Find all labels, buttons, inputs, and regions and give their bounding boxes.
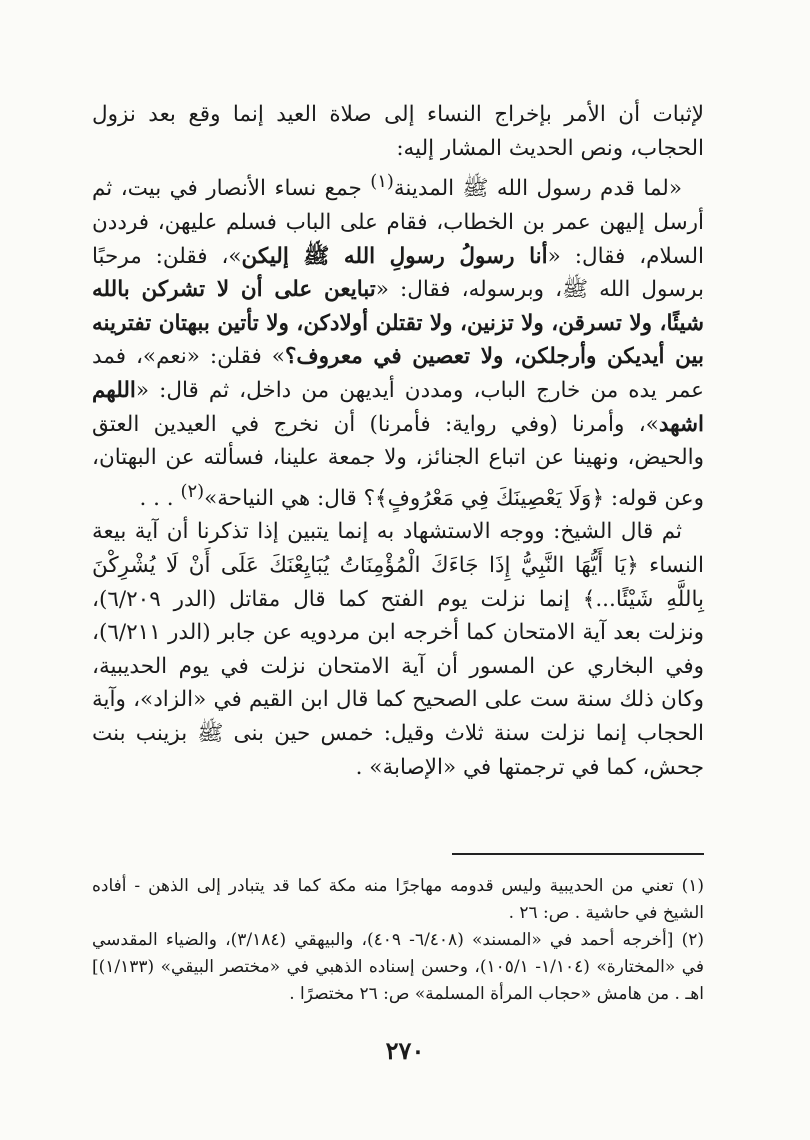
footnotes xyxy=(92,873,704,1008)
footnote-ref-2[interactable]: (٢) xyxy=(180,480,205,502)
hadith-text-3: » فقلن: «نعم»، فمد عمر يده من خارج الباب، ومددن أيديهن من داخل، ثم قال: « xyxy=(92,344,704,403)
hadith-text-4: »، وأمرنا (وفي رواية: فأمرنا) أن نخرج في العيدين العتق والحيض، ونهينا عن اتباع الجنائز، ولا جمعة علينا، فسألته عن البهتان، وعن قوله: ﴿وَلَا يَعْصِينَكَ فِي مَعْرُوفٍ﴾؟ قال: هي النياحة» xyxy=(92,411,704,511)
main-text xyxy=(92,98,704,784)
footnote-ref-1[interactable]: (١) xyxy=(370,171,394,193)
hadith-ellipsis: . . . xyxy=(139,485,181,511)
paragraph-commentary: ثم قال الشيخ: ووجه الاستشهاد به إنما يتبين إذا تذكرنا أن آية بيعة النساء ﴿يَا أَيُّهَا النَّبِيُّ إِذَا جَاءَكَ الْمُؤْمِنَاتُ يُبَايِعْنَكَ عَلَى أَنْ لَا يُشْرِكْنَ بِاللَّهِ شَيْئًا...﴾ إنما نزلت يوم الفتح كما قال مقاتل (الدر ٦/٢٠٩)، ونزلت بعد آية الامتحان كما أخرجه ابن مردويه عن جابر (الدر ٦/٢١١)، وفي البخاري عن المسور أن آية الامتحان نزلت في يوم الحديبية، وكان ذلك سنة ست على الصحيح كما قال ابن القيم في «الزاد»، وآية الحجاب إنما نزلت سنة ثلاث وقيل: خمس حين بنى ﷺ بزينب بنت جحش، كما في ترجمتها في «الإصابة» . xyxy=(92,519,704,780)
hadith-bold-2: تبايعن على أن لا تشركن بالله شيئًا، ولا تسرقن، ولا تزنين، ولا تقتلن أولادكن، ولا تأتين ببهتان تفترينه بين أيديكن وأرجلكن، ولا تعصين في معروف؟ xyxy=(92,277,704,370)
hadith-text-1: جمع نساء الأنصار في بيت، ثم أرسل إليهن عمر بن الخطاب، فقام على الباب فسلم عليهن، فرددن السلام، فقال: « xyxy=(92,176,704,269)
footnote-1: (١) تعني من الحديبية وليس قدومه مهاجرًا منه مكة كما قد يتبادر إلى الذهن - أفاده الشيخ في حاشية . ص: ٢٦ . xyxy=(92,876,704,923)
hadith-opening: «لما قدم رسول الله ﷺ المدينة xyxy=(393,176,682,202)
hadith-bold-1: أنا رسولُ رسولِ الله ﷺ إليكن xyxy=(241,243,548,269)
paragraph-intro: لإثبات أن الأمر بإخراج النساء إلى صلاة العيد إنما وقع بعد نزول الحجاب، ونص الحديث المشار إليه: xyxy=(92,102,704,161)
footnote-divider xyxy=(452,853,704,855)
page-number: ٢٧٠ xyxy=(385,1036,425,1065)
footnote-2: (٢) [أخرجه أحمد في «المسند» (٦/٤٠٨- ٤٠٩)، والبيهقي (٣/١٨٤)، والضياء المقدسي في «المختارة» (١/١٠٤- ١٠٥/١)، وحسن إسناده الذهبي في «مختصر البيقي» (١/١٣٣)] اهـ . من هامش «حجاب المرأة المسلمة» ص: ٢٦ مختصرًا . xyxy=(92,930,705,1004)
hadith-text-2: »، فقلن: مرحبًا برسول الله ﷺ، وبرسوله، فقال: « xyxy=(92,243,705,303)
paragraph-hadith xyxy=(92,165,704,515)
hadith-bold-3: اللهم اشهد xyxy=(92,377,704,437)
